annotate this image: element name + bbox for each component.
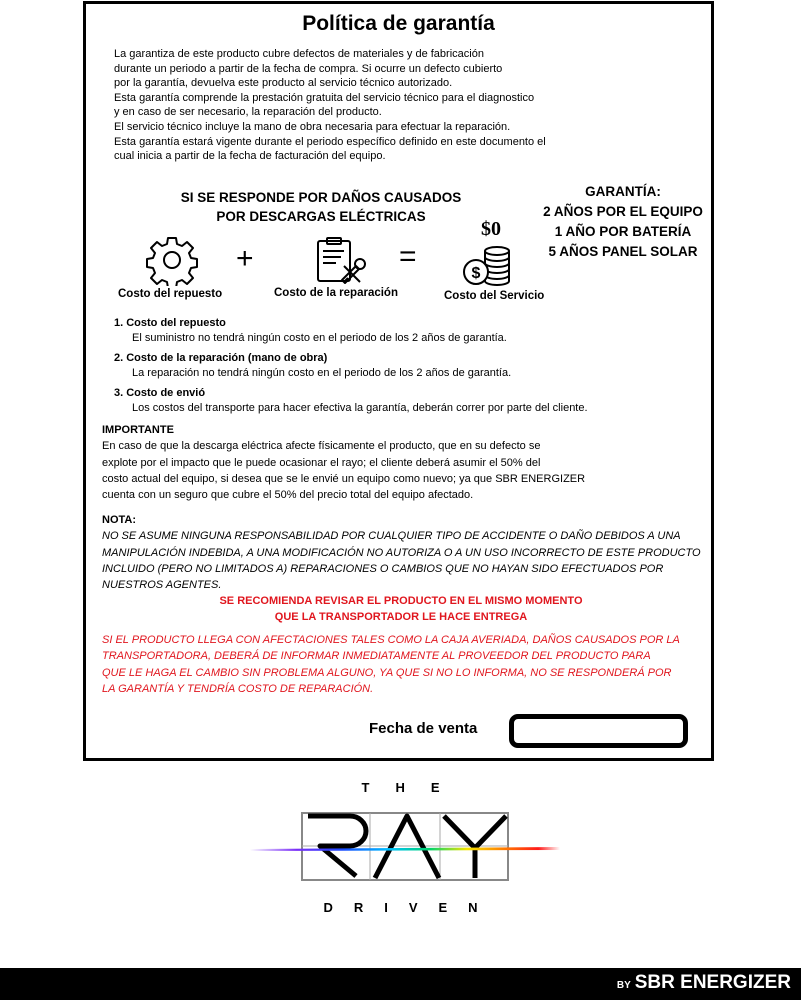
surge-heading <box>156 188 486 226</box>
note-line: NO SE ASUME NINGUNA RESPONSABILIDAD POR CUALQUIER TIPO DE ACCIDENTE O DAÑO DEBIDOS A UNA <box>102 530 681 543</box>
warranty-heading: GARANTÍA: <box>585 184 661 199</box>
intro-line: durante un periodo a partir de la fecha de compra. Si ocurre un defecto cubierto <box>114 62 503 75</box>
damage-warning-line: LA GARANTÍA Y TENDRÍA COSTO DE REPARACIÓN. <box>102 682 374 695</box>
footer-brand-name: SBR ENERGIZER <box>634 972 791 993</box>
list-item-heading: 1. Costo del repuesto <box>114 317 226 329</box>
intro-paragraph <box>114 47 594 164</box>
plus-operator: + <box>236 242 254 275</box>
warranty-period-line: 5 AÑOS PANEL SOLAR <box>548 244 698 259</box>
clipboard-tools-icon <box>314 236 368 286</box>
service-cost-value: $0 <box>481 218 501 240</box>
warranty-periods <box>533 182 713 262</box>
damage-warning <box>102 632 702 697</box>
warranty-document <box>83 1 714 761</box>
important-line: cuenta con un seguro que cubre el 50% del precio total del equipo afectado. <box>102 489 474 502</box>
intro-line: Esta garantía estará vigente durante el periodo específico definido en este documento el <box>114 135 546 148</box>
equals-operator: = <box>399 240 417 273</box>
note-section <box>102 512 702 593</box>
intro-line: El servicio técnico incluye la mano de obra necesaria para efectuar la reparación. <box>114 120 511 133</box>
important-line: costo actual del equipo, si desea que se le envié un equipo como nuevo; ya que SBR ENERGIZER <box>102 472 586 485</box>
cost-list <box>114 316 674 415</box>
important-line: En caso de que la descarga eléctrica afecte físicamente el producto, que en su defecto se <box>102 440 541 453</box>
surge-heading-line: SI SE RESPONDE POR DAÑOS CAUSADOS <box>180 190 462 205</box>
note-line: MANIPULACIÓN INDEBIDA, A UNA MODIFICACIÓN NO AUTORIZA O A UN USO INCORRECTO DE ESTE PRODUCTO <box>102 546 701 559</box>
svg-text:$: $ <box>471 265 481 282</box>
gear-icon <box>146 234 198 286</box>
note-line: NUESTROS AGENTES. <box>102 579 222 592</box>
service-cost-label: Costo del Servicio <box>444 290 545 302</box>
recommendation-line: SE RECOMIENDA REVISAR EL PRODUCTO EN EL MISMO MOMENTO <box>219 595 583 607</box>
intro-line: cual inicia a partir de la fecha de facturación del equipo. <box>114 150 386 163</box>
logo-bottom-text: DRIVEN <box>323 900 499 915</box>
note-line: INCLUIDO (PERO NO LIMITADOS A) REPARACIONES O CAMBIOS QUE NO HAYAN SIDO EFECTUADOS POR <box>102 562 664 575</box>
recommendation-notice <box>136 593 666 626</box>
the-ray-logo <box>250 810 560 885</box>
coins-dollar-icon <box>461 244 513 288</box>
footer-brand <box>617 972 791 994</box>
sale-date-label: Fecha de venta <box>369 720 478 737</box>
damage-warning-line: QUE LE HAGA EL CAMBIO SIN PROBLEMA ALGUNO, YA QUE SI NO LO INFORMA, NO SE RESPONDERÁ POR <box>102 666 672 679</box>
spare-part-cost-label: Costo del repuesto <box>118 288 223 300</box>
important-line: explote por el impacto que le puede ocasionar el rayo; el cliente deberá asumir el 50% del <box>102 456 541 469</box>
list-item-heading: 3. Costo de envió <box>114 387 206 399</box>
intro-line: y en caso de ser necesario, la reparación del producto. <box>114 106 382 119</box>
warranty-period-line: 1 AÑO POR BATERÍA <box>554 224 692 239</box>
logo-top-text: THE <box>361 780 466 795</box>
intro-line: La garantiza de este producto cubre defectos de materiales y de fabricación <box>114 48 484 60</box>
recommendation-line: QUE LA TRANSPORTADOR LE HACE ENTREGA <box>274 611 528 624</box>
list-item-body: El suministro no tendrá ningún costo en el periodo de los 2 años de garantía. <box>132 331 507 344</box>
note-heading: NOTA: <box>102 514 137 526</box>
warranty-period-line: 2 AÑOS POR EL EQUIPO <box>543 204 703 219</box>
list-item-heading: 2. Costo de la reparación (mano de obra) <box>114 352 328 364</box>
intro-line: Esta garantía comprende la prestación gratuita del servicio técnico para el diagnostico <box>114 91 535 104</box>
surge-heading-line: POR DESCARGAS ELÉCTRICAS <box>216 209 426 224</box>
sale-date-field[interactable] <box>509 714 688 748</box>
damage-warning-line: SI EL PRODUCTO LLEGA CON AFECTACIONES TALES COMO LA CAJA AVERIADA, DAÑOS CAUSADOS POR LA <box>102 634 680 646</box>
important-section <box>102 422 682 503</box>
page-title: Política de garantía <box>302 12 495 35</box>
list-item-body: Los costos del transporte para hacer efectiva la garantía, deberán correr por parte del cliente. <box>132 401 588 414</box>
repair-cost-label: Costo de la reparación <box>274 287 398 299</box>
list-item-body: La reparación no tendrá ningún costo en el periodo de los 2 años de garantía. <box>132 366 512 379</box>
important-heading: IMPORTANTE <box>102 424 174 436</box>
intro-line: por la garantía, devuelva este producto al servicio técnico autorizado. <box>114 77 453 90</box>
footer-by-text: BY <box>616 980 631 991</box>
damage-warning-line: TRANSPORTADORA, DEBERÁ DE INFORMAR INMEDIATAMENTE AL PROVEEDOR DEL PRODUCTO PARA <box>102 650 651 663</box>
